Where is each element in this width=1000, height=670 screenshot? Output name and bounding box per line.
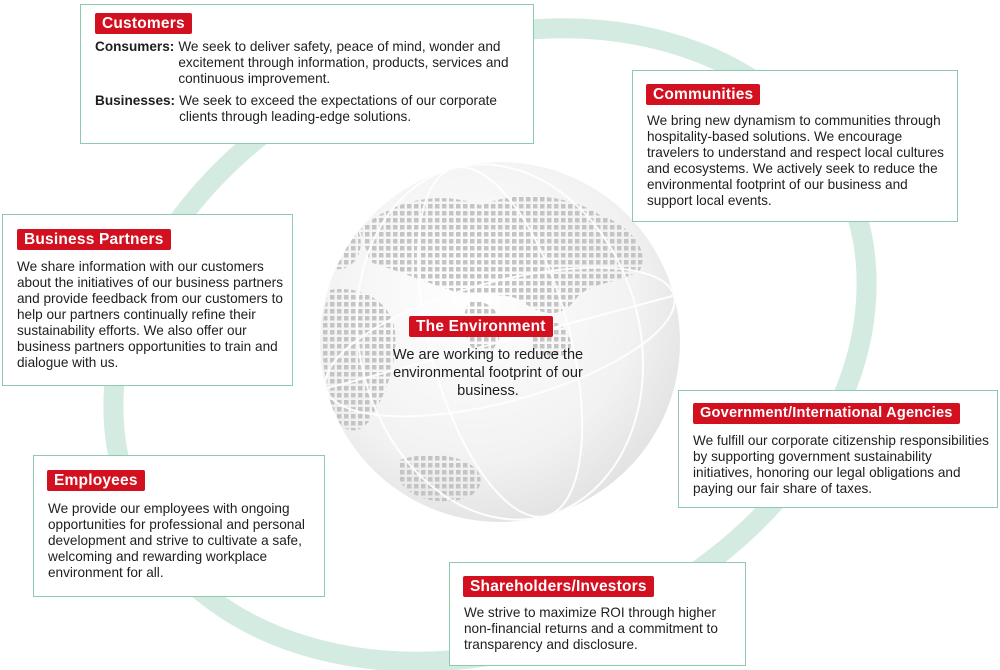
consumers-label: Consumers: [95,39,175,54]
government-text: We fulfill our corporate citizenship responsibilities by supporting government sustainability initiatives, honoring our legal obligations and paying our fair share of taxes. [693,433,989,496]
customers-title: Customers [95,13,192,34]
shareholders-box [449,562,746,666]
communities-box [632,70,958,222]
customers-row-businesses [95,93,525,125]
communities-title: Communities [646,84,760,105]
business-partners-text: We share information with our customers about the initiatives of our business partners and provide feedback from our customers to help our partners continually refine their sustainability efforts. We also offer our business partners opportunities to train and dialogue with us. [17,259,283,370]
government-title: Government/International Agencies [693,403,960,424]
employees-text: We provide our employees with ongoing opportunities for professional and personal development and strive to cultivate a safe, welcoming and rewarding workplace environment for all. [48,501,305,580]
businesses-text: We seek to exceed the expectations of our corporate clients through leading-edge solutions. [179,93,497,124]
government-box [678,390,998,508]
environment-text: We are working to reduce the environmental footprint of our business. [392,347,584,399]
customers-body [95,39,525,131]
communities-text: We bring new dynamism to communities through hospitality-based solutions. We encourage travelers to understand and respect local cultures and ecosystems. We actively seek to reduce the environmental footprint of our business and support local events. [647,113,944,208]
employees-title: Employees [47,470,145,491]
businesses-label: Businesses: [95,93,176,108]
business-partners-title: Business Partners [17,229,171,250]
customers-row-consumers [95,39,525,87]
business-partners-box [2,214,293,386]
customers-box [80,4,534,144]
consumers-text: We seek to deliver safety, peace of mind, wonder and excitement through information, products, services and continuous improvement. [178,39,509,86]
employees-box [33,455,325,597]
shareholders-title: Shareholders/Investors [463,576,654,597]
environment-title: The Environment [409,316,553,337]
shareholders-text: We strive to maximize ROI through higher non-financial returns and a commitment to transparency and disclosure. [464,605,718,652]
